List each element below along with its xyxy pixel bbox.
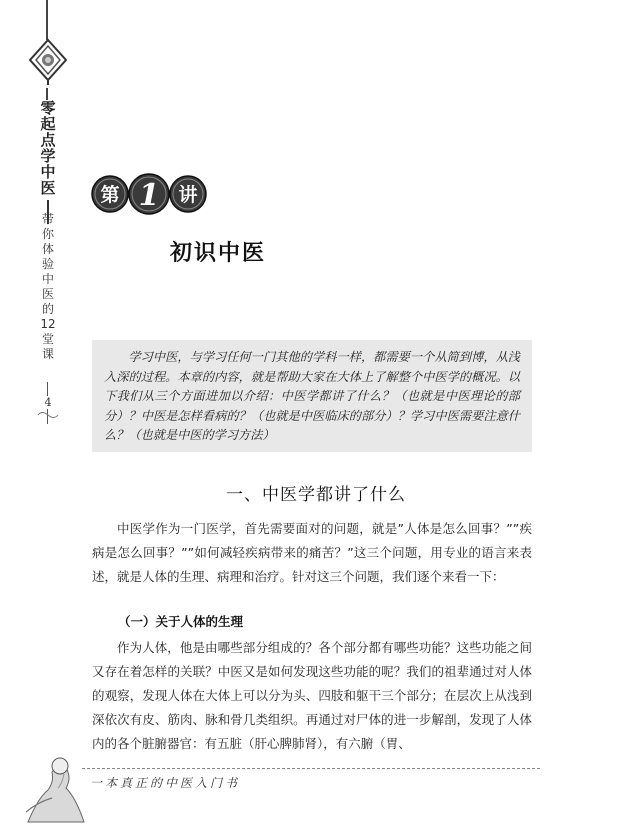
subtitle-char: 的 xyxy=(41,302,54,316)
badge-prefix: 第 xyxy=(100,184,120,206)
book-title-char: 中 xyxy=(40,163,56,181)
body-paragraph: 中医学作为一门医学，首先需要面对的问题，就是”人体是怎么回事？””疾病是怎么回事？””如何减轻疾病带来的痛苦？”这三个问题，用专业的语言来表述，就是人体的生理、病理和治疗。针对这三个问题，我们逐个来看一下： xyxy=(92,521,532,584)
section-title: 一、中医学都讲了什么 xyxy=(226,485,406,505)
subtitle-char: 堂 xyxy=(41,332,54,346)
chapter-badge xyxy=(90,172,208,216)
book-title-char: 起 xyxy=(40,115,56,133)
knot-ornament-icon xyxy=(26,38,70,86)
subtitle-char: 中 xyxy=(41,272,54,286)
page-number: 4 xyxy=(38,396,58,409)
subtitle-char: 体 xyxy=(41,242,54,256)
chapter-title: 初识中医 xyxy=(170,241,267,266)
intro-box xyxy=(92,340,532,452)
badge-suffix: 讲 xyxy=(178,184,198,206)
sidebar-top-rule xyxy=(46,0,48,40)
subsection-title: （一）关于人体的生理 xyxy=(118,614,244,629)
subtitle-char: 你 xyxy=(41,227,54,241)
footer-text: 一本真正的中医入门书 xyxy=(90,776,241,790)
book-title-char: 零 xyxy=(40,99,56,117)
subtitle-char: 带 xyxy=(41,212,54,226)
book-title-char: 医 xyxy=(40,179,56,197)
body-paragraph: 作为人体，他是由哪些部分组成的？各个部分都有哪些功能？这些功能之间又存在着怎样的关联？中医又是如何发现这些功能的呢？我们的祖辈通过对人体的观察，发现人体在大体上可以分为头、四肢和躯干三个部分；在层次上从浅到深依次有皮、筋肉、脉和骨几类组织。再通过对尸体的进一步解剖，发现了人体内的各个脏腑器官：有五脏（肝心脾肺肾），有六腑（胃、 xyxy=(92,640,532,751)
intro-text: 学习中医，与学习任何一门其他的学科一样，都需要一个从简到博，从浅入深的过程。本章的内容，就是帮助大家在大体上了解整个中医学的概况。以下我们从三个方面进加以介绍：中医学都讲了什么？（也就是中医理论的部分）？中医是怎样看病的？（也就是中医临床的部分）？学习中医需要注意什么？（也就是中医的学习方法） xyxy=(104,350,520,443)
book-title-vertical xyxy=(38,100,58,228)
subtitle-char: 课 xyxy=(41,347,54,361)
subtitle-char: 医 xyxy=(41,287,54,301)
subtitle-char: 验 xyxy=(41,257,54,271)
book-subtitle-vertical xyxy=(40,212,56,362)
book-title-char: 学 xyxy=(40,147,56,165)
footer-rule xyxy=(82,768,540,769)
badge-number: 1 xyxy=(138,178,160,213)
subtitle-char: 12 xyxy=(40,317,56,331)
page-number-ornament-icon xyxy=(36,410,60,420)
scholar-figure-icon xyxy=(18,738,90,824)
book-title-char: 点 xyxy=(40,131,56,149)
